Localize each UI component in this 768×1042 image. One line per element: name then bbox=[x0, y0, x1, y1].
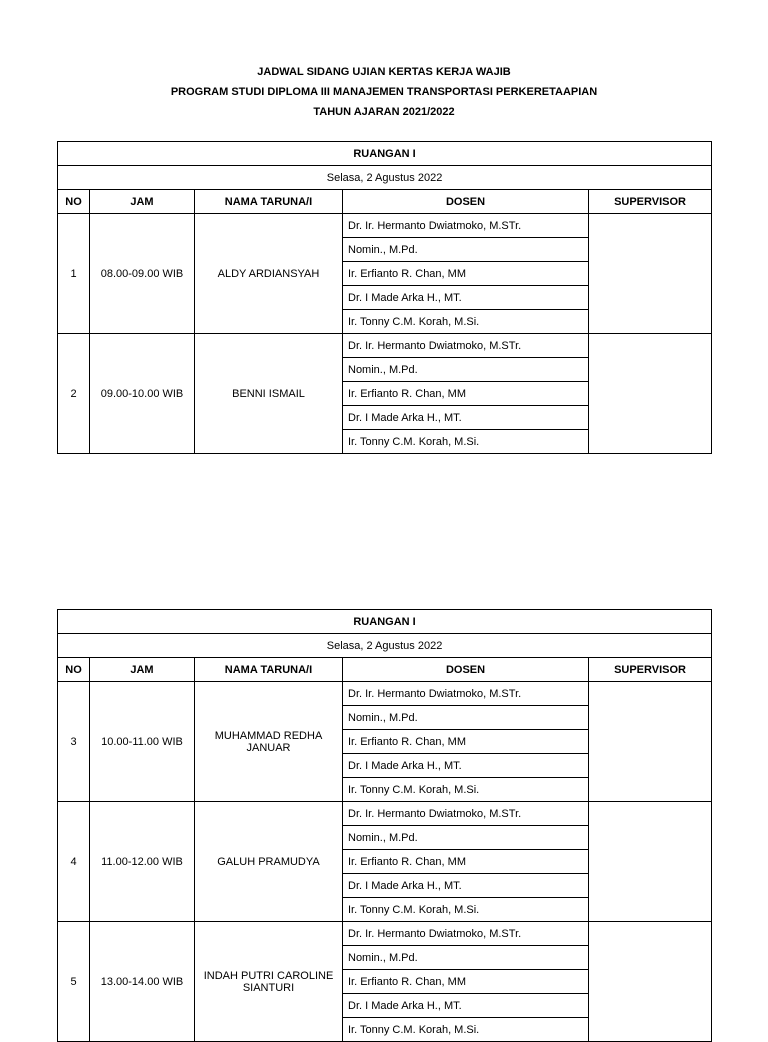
column-header: NO bbox=[58, 190, 90, 214]
table-row bbox=[58, 682, 712, 706]
supervisor-cell bbox=[589, 214, 712, 334]
title-line-2: PROGRAM STUDI DIPLOMA III MANAJEMEN TRANSPORTASI PERKERETAAPIAN bbox=[170, 86, 598, 98]
date-label: Selasa, 2 Agustus 2022 bbox=[58, 166, 712, 190]
lecturer-name: Ir. Erfianto R. Chan, MM bbox=[343, 382, 589, 406]
student-name: MUHAMMAD REDHA JANUAR bbox=[195, 682, 343, 802]
lecturer-name: Ir. Tonny C.M. Korah, M.Si. bbox=[343, 310, 589, 334]
date-row bbox=[58, 166, 712, 190]
lecturer-name: Nomin., M.Pd. bbox=[343, 358, 589, 382]
table-row bbox=[58, 214, 712, 238]
supervisor-cell bbox=[589, 802, 712, 922]
date-row bbox=[58, 634, 712, 658]
lecturer-name: Ir. Tonny C.M. Korah, M.Si. bbox=[343, 778, 589, 802]
lecturer-name: Dr. I Made Arka H., MT. bbox=[343, 286, 589, 310]
column-header: NAMA TARUNA/I bbox=[195, 190, 343, 214]
column-header: DOSEN bbox=[343, 190, 589, 214]
lecturer-name: Dr. I Made Arka H., MT. bbox=[343, 874, 589, 898]
student-name: INDAH PUTRI CAROLINE SIANTURI bbox=[195, 922, 343, 1042]
lecturer-name: Dr. I Made Arka H., MT. bbox=[343, 994, 589, 1018]
lecturer-name: Dr. Ir. Hermanto Dwiatmoko, M.STr. bbox=[343, 922, 589, 946]
row-number: 3 bbox=[58, 682, 90, 802]
column-header: SUPERVISOR bbox=[589, 658, 712, 682]
supervisor-cell bbox=[589, 682, 712, 802]
table-row bbox=[58, 334, 712, 358]
row-number: 5 bbox=[58, 922, 90, 1042]
column-header: NO bbox=[58, 658, 90, 682]
lecturer-name: Dr. Ir. Hermanto Dwiatmoko, M.STr. bbox=[343, 802, 589, 826]
title-line-1: JADWAL SIDANG UJIAN KERTAS KERJA WAJIB bbox=[257, 66, 511, 78]
table-row bbox=[58, 802, 712, 826]
column-header: NAMA TARUNA/I bbox=[195, 658, 343, 682]
room-label: RUANGAN I bbox=[58, 610, 712, 634]
lecturer-name: Ir. Erfianto R. Chan, MM bbox=[343, 970, 589, 994]
lecturer-name: Ir. Erfianto R. Chan, MM bbox=[343, 730, 589, 754]
lecturer-name: Nomin., M.Pd. bbox=[343, 706, 589, 730]
room-row bbox=[58, 610, 712, 634]
lecturer-name: Dr. Ir. Hermanto Dwiatmoko, M.STr. bbox=[343, 682, 589, 706]
time-cell: 13.00-14.00 WIB bbox=[90, 922, 195, 1042]
time-cell: 08.00-09.00 WIB bbox=[90, 214, 195, 334]
room-label: RUANGAN I bbox=[58, 142, 712, 166]
column-header: SUPERVISOR bbox=[589, 190, 712, 214]
table-row bbox=[58, 922, 712, 946]
column-header-row bbox=[58, 658, 712, 682]
title-line-3: TAHUN AJARAN 2021/2022 bbox=[313, 106, 455, 118]
lecturer-name: Ir. Erfianto R. Chan, MM bbox=[343, 262, 589, 286]
lecturer-name: Dr. Ir. Hermanto Dwiatmoko, M.STr. bbox=[343, 334, 589, 358]
column-header: DOSEN bbox=[343, 658, 589, 682]
row-number: 1 bbox=[58, 214, 90, 334]
time-cell: 11.00-12.00 WIB bbox=[90, 802, 195, 922]
lecturer-name: Nomin., M.Pd. bbox=[343, 238, 589, 262]
lecturer-name: Nomin., M.Pd. bbox=[343, 946, 589, 970]
lecturer-name: Ir. Tonny C.M. Korah, M.Si. bbox=[343, 1018, 589, 1042]
lecturer-name: Ir. Tonny C.M. Korah, M.Si. bbox=[343, 430, 589, 454]
row-number: 2 bbox=[58, 334, 90, 454]
time-cell: 09.00-10.00 WIB bbox=[90, 334, 195, 454]
schedule-table-2 bbox=[57, 609, 712, 1042]
lecturer-name: Nomin., M.Pd. bbox=[343, 826, 589, 850]
row-number: 4 bbox=[58, 802, 90, 922]
column-header: JAM bbox=[90, 658, 195, 682]
lecturer-name: Dr. I Made Arka H., MT. bbox=[343, 406, 589, 430]
lecturer-name: Dr. I Made Arka H., MT. bbox=[343, 754, 589, 778]
time-cell: 10.00-11.00 WIB bbox=[90, 682, 195, 802]
schedule-table-1 bbox=[57, 141, 712, 454]
supervisor-cell bbox=[589, 334, 712, 454]
student-name: ALDY ARDIANSYAH bbox=[195, 214, 343, 334]
student-name: GALUH PRAMUDYA bbox=[195, 802, 343, 922]
document-header bbox=[0, 62, 768, 122]
lecturer-name: Ir. Erfianto R. Chan, MM bbox=[343, 850, 589, 874]
column-header-row bbox=[58, 190, 712, 214]
lecturer-name: Ir. Tonny C.M. Korah, M.Si. bbox=[343, 898, 589, 922]
student-name: BENNI ISMAIL bbox=[195, 334, 343, 454]
lecturer-name: Dr. Ir. Hermanto Dwiatmoko, M.STr. bbox=[343, 214, 589, 238]
column-header: JAM bbox=[90, 190, 195, 214]
date-label: Selasa, 2 Agustus 2022 bbox=[58, 634, 712, 658]
room-row bbox=[58, 142, 712, 166]
